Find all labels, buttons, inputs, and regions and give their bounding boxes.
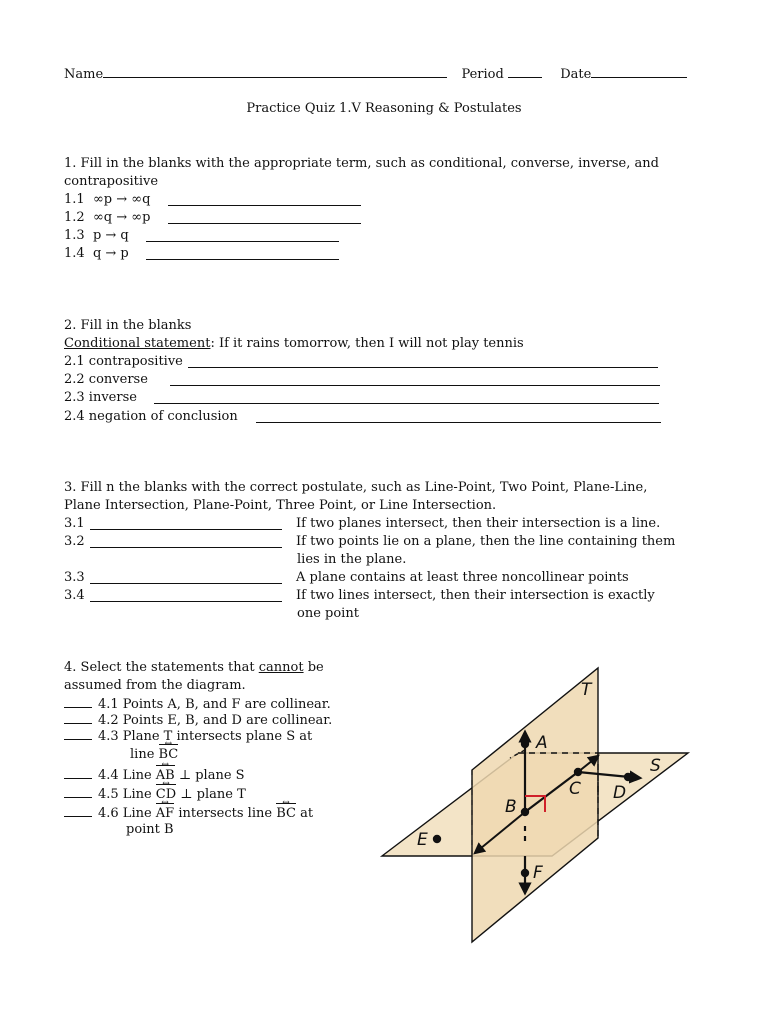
q4-item-text: 4.3 Plane T intersects plane S at — [98, 729, 313, 744]
period-blank[interactable] — [508, 64, 542, 78]
planes-diagram — [370, 660, 700, 950]
q3-answer-blank[interactable] — [90, 516, 282, 530]
name-blank[interactable] — [103, 64, 447, 78]
name-field-row — [64, 64, 687, 84]
page-title: Practice Quiz 1.V Reasoning & Postulates — [246, 101, 522, 116]
q3-item-number: 3.1 — [64, 516, 85, 531]
q4-item-text: 4.4 Line — [98, 768, 156, 783]
q1-item-number: 1.4 — [64, 246, 85, 261]
q1-item — [64, 209, 150, 227]
q3-answer-blank[interactable] — [90, 588, 282, 602]
q2-answer-blank[interactable] — [170, 372, 660, 386]
conditional-text: : If it rains tomorrow, then I will not play tennis — [210, 336, 524, 351]
line-bc-notation: BC ↔ — [159, 746, 179, 764]
point-c — [574, 768, 582, 776]
q4-check-blank[interactable] — [64, 727, 92, 740]
name-label: Name — [64, 67, 104, 82]
q3-item-number: 3.4 — [64, 588, 85, 603]
q4-item-text: 4.1 Points A, B, and F are collinear. — [98, 697, 331, 712]
q1-answer-blank[interactable] — [168, 210, 361, 224]
q3-prompt-line2: Plane Intersection, Plane-Point, Three Point, or Line Intersection. — [64, 498, 497, 513]
point-d — [624, 773, 632, 781]
q2-answer-blank[interactable] — [188, 354, 658, 368]
q2-conditional-statement — [64, 335, 524, 353]
q3-item-number: 3.2 — [64, 534, 85, 549]
point-b — [521, 808, 529, 816]
q2-item-label: 2.3 inverse — [64, 390, 137, 405]
q1-item-expression: ∞p → ∞q — [92, 192, 151, 207]
q3-item-text: A plane contains at least three noncollinear points — [296, 570, 629, 585]
q1-item-number: 1.3 — [64, 228, 85, 243]
q2-prompt: 2. Fill in the blanks — [64, 318, 192, 333]
q1-prompt-line1: 1. Fill in the blanks with the appropriate term, such as conditional, converse, inverse, and — [64, 156, 659, 171]
q3-answer-blank[interactable] — [90, 534, 282, 548]
q1-answer-blank[interactable] — [146, 228, 339, 242]
q4-prompt-part: 4. Select the statements that — [64, 660, 259, 675]
q4-item-text: ⊥ plane T — [176, 787, 246, 802]
label-t: T — [581, 680, 592, 700]
q1-item — [64, 245, 129, 263]
q4-check-blank[interactable] — [64, 766, 92, 779]
q4-item-text: 4.2 Points E, B, and D are collinear. — [98, 713, 333, 728]
q4-item — [64, 727, 312, 746]
point-f — [521, 869, 529, 877]
q4-check-blank[interactable] — [64, 711, 92, 724]
q1-item — [64, 191, 150, 209]
label-b: B — [505, 797, 517, 817]
period-label: Period — [461, 67, 504, 82]
q4-item-text: ⊥ plane S — [174, 768, 245, 783]
q1-answer-blank[interactable] — [168, 192, 361, 206]
label-d: D — [613, 783, 627, 803]
q1-prompt-line2: contrapositive — [64, 174, 159, 189]
q4-item — [64, 804, 313, 823]
q4-check-blank[interactable] — [64, 785, 92, 798]
q4-item-text: at — [295, 806, 314, 821]
q4-prompt-emphasis: cannot — [258, 660, 304, 675]
point-a — [521, 740, 529, 748]
line-af-notation: AF ↔ — [156, 805, 174, 823]
q1-answer-blank[interactable] — [146, 246, 339, 260]
q1-item-number: 1.1 — [64, 192, 85, 207]
q1-item-expression: ∞q → ∞p — [92, 210, 151, 225]
q4-item-text: line — [130, 747, 159, 762]
q4-item-continued: point B — [126, 822, 174, 837]
q2-item-label: 2.4 negation of conclusion — [64, 409, 238, 424]
q2-item-label: 2.2 converse — [64, 372, 148, 387]
q3-item-text-continued: one point — [297, 606, 359, 621]
date-blank[interactable] — [591, 64, 687, 78]
q2-answer-blank[interactable] — [256, 409, 661, 423]
q3-item-text-continued: lies in the plane. — [297, 552, 407, 567]
q2-item-label: 2.1 contrapositive — [64, 354, 183, 369]
q4-item — [64, 766, 245, 785]
q3-answer-blank[interactable] — [90, 570, 282, 584]
line-cd-notation: CD ↔ — [156, 786, 176, 804]
point-e — [433, 835, 441, 843]
q4-prompt-part: be — [303, 660, 324, 675]
conditional-label: Conditional statement — [64, 336, 211, 351]
label-f: F — [533, 863, 543, 883]
line-ab-notation: AB ↔ — [156, 767, 175, 785]
label-s: S — [650, 756, 661, 776]
q3-item-number: 3.3 — [64, 570, 85, 585]
q4-check-blank[interactable] — [64, 804, 92, 817]
q1-item-expression: q → p — [92, 246, 129, 261]
q4-item-text: 4.5 Line — [98, 787, 156, 802]
q4-prompt-line2: assumed from the diagram. — [64, 678, 246, 693]
q4-item-text: intersects line — [174, 806, 277, 821]
line-bc-notation: BC ↔ — [276, 805, 296, 823]
q3-item-text: If two points lie on a plane, then the line containing them — [296, 534, 676, 549]
q2-answer-blank[interactable] — [154, 390, 659, 404]
q4-check-blank[interactable] — [64, 695, 92, 708]
q1-item-expression: p → q — [92, 228, 129, 243]
label-c: C — [569, 779, 581, 799]
q4-item-text: 4.6 Line — [98, 806, 156, 821]
q3-item-text: If two planes intersect, then their intersection is a line. — [296, 516, 661, 531]
date-label: Date — [560, 67, 592, 82]
q1-item — [64, 227, 129, 245]
label-e: E — [417, 830, 428, 850]
label-a: A — [536, 733, 548, 753]
q4-prompt-line1 — [64, 659, 324, 677]
q1-item-number: 1.2 — [64, 210, 85, 225]
q3-prompt-line1: 3. Fill n the blanks with the correct postulate, such as Line-Point, Two Point, Plane-Line, — [64, 480, 648, 495]
q3-item-text: If two lines intersect, then their intersection is exactly — [296, 588, 655, 603]
